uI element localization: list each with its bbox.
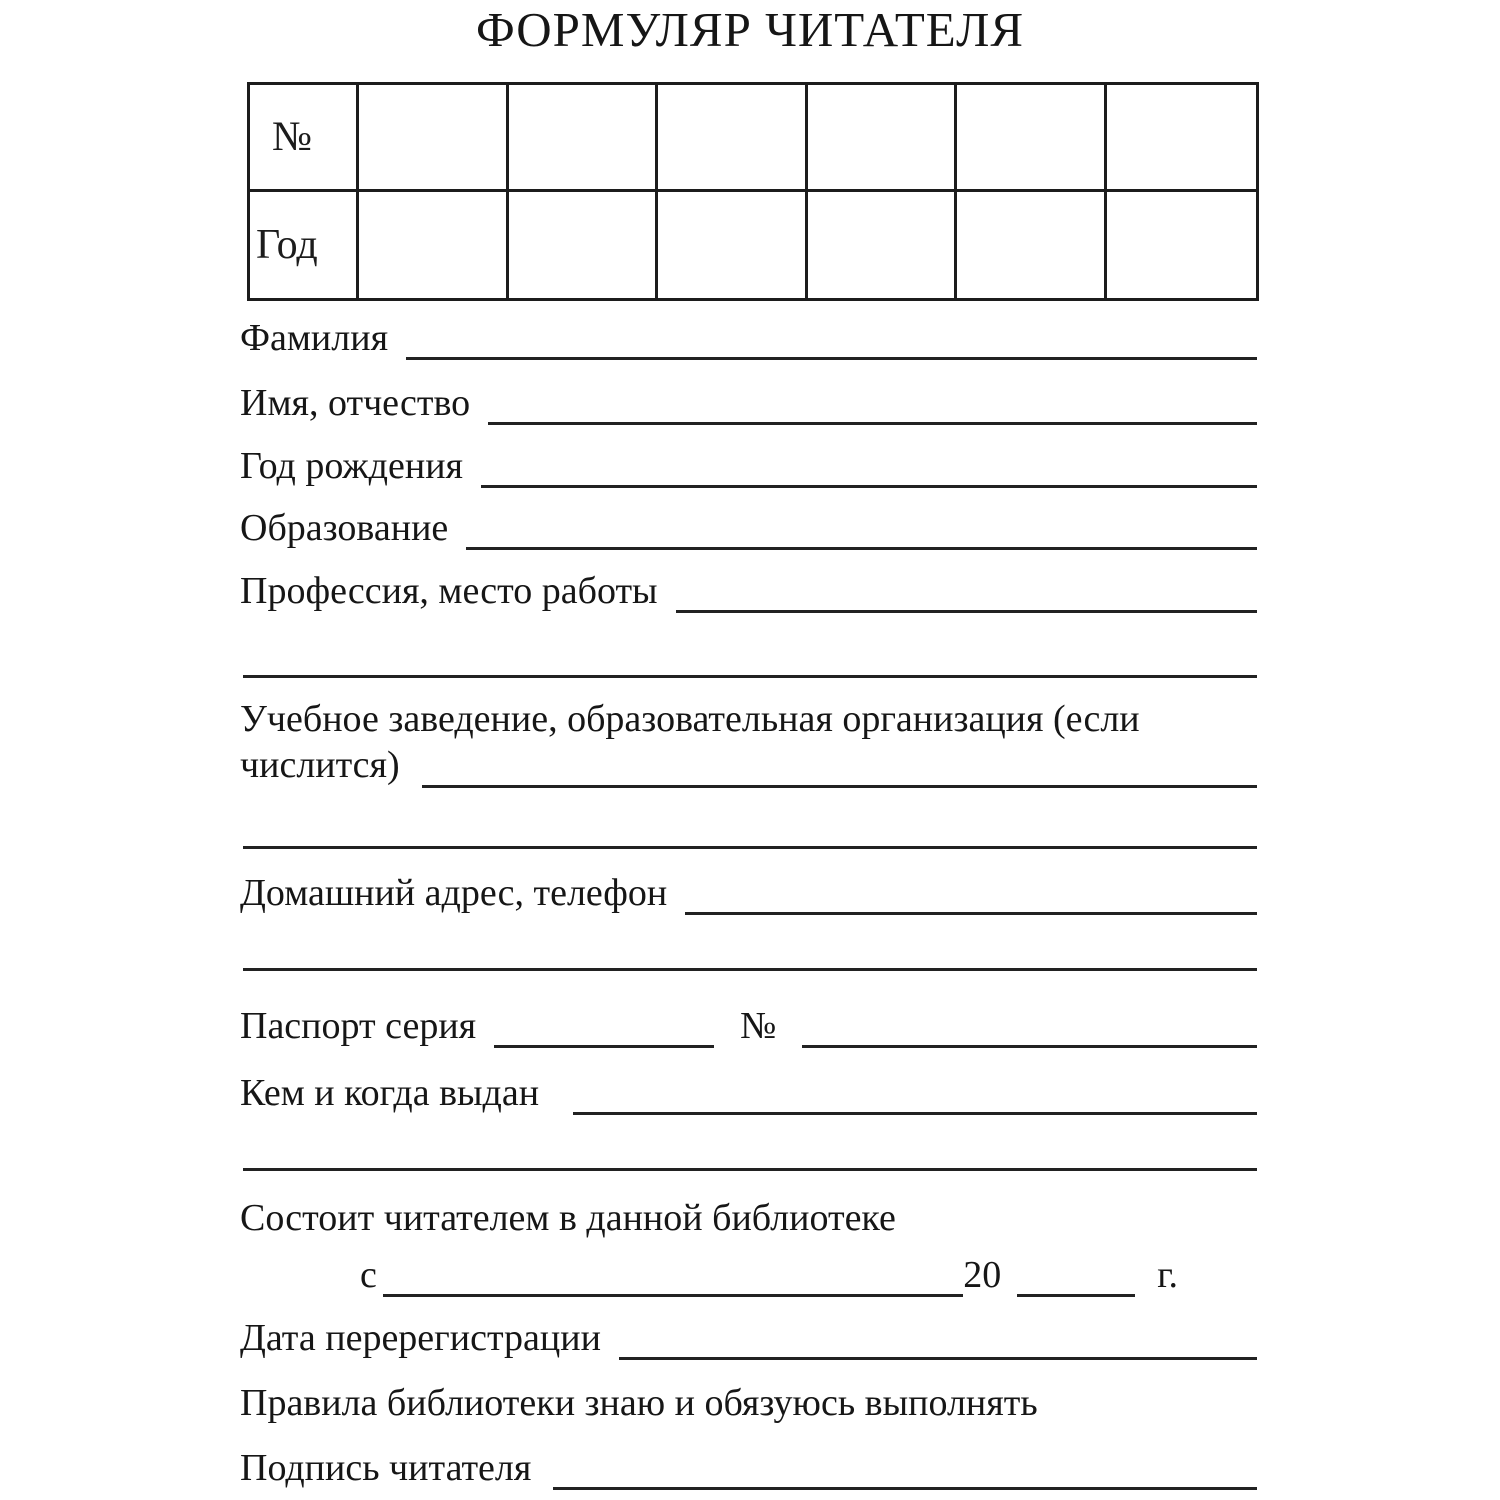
field-surname xyxy=(240,316,1257,360)
institution-label-line2: числится) xyxy=(240,744,400,786)
reregistration-label: Дата перерегистрации xyxy=(240,1317,601,1359)
rules-acknowledgement-label: Правила библиотеки знаю и обязуюсь выполнять xyxy=(240,1382,1038,1424)
field-reader-signature xyxy=(240,1446,1257,1490)
field-home-address xyxy=(240,871,1257,915)
passport-series-write-line xyxy=(494,1004,714,1048)
name-patronymic-label: Имя, отчество xyxy=(240,382,471,424)
table-empty-cell xyxy=(957,192,1107,299)
table-empty-cell xyxy=(658,192,808,299)
passport-number-sign: № xyxy=(740,1005,777,1047)
table-year-row-label xyxy=(250,192,359,299)
number-sign: № xyxy=(272,113,313,160)
field-name-patronymic xyxy=(240,381,1257,425)
since-prefix: с xyxy=(360,1254,377,1296)
surname-write-line xyxy=(406,316,1257,360)
passport-number-write-line xyxy=(802,1004,1257,1048)
since-date-write-line xyxy=(383,1253,963,1297)
page-title: ФОРМУЛЯР ЧИТАТЕЛЯ xyxy=(475,2,1025,57)
birth-year-write-line xyxy=(481,444,1257,488)
table-empty-cell xyxy=(808,192,958,299)
registration-table xyxy=(247,82,1259,301)
field-reregistration xyxy=(240,1316,1257,1360)
field-profession xyxy=(240,569,1257,613)
table-empty-cell xyxy=(359,85,509,192)
name-patronymic-write-line xyxy=(488,381,1257,425)
table-empty-cell xyxy=(1107,192,1257,299)
profession-label: Профессия, место работы xyxy=(240,570,658,612)
passport-series-label: Паспорт серия xyxy=(240,1005,477,1047)
field-membership-since xyxy=(360,1253,1178,1297)
field-education xyxy=(240,506,1257,550)
institution-continuation-line xyxy=(243,846,1257,849)
table-empty-cell xyxy=(1107,85,1257,192)
institution-write-line xyxy=(422,742,1257,788)
institution-label-line1: Учебное заведение, образовательная организация (если xyxy=(240,698,1140,740)
surname-label: Фамилия xyxy=(240,317,389,359)
membership-statement-label: Состоит читателем в данной библиотеке xyxy=(240,1197,896,1239)
reregistration-write-line xyxy=(619,1316,1257,1360)
reader-signature-label: Подпись читателя xyxy=(240,1447,532,1489)
reader-signature-write-line xyxy=(553,1446,1257,1490)
passport-issued-label: Кем и когда выдан xyxy=(240,1072,540,1114)
passport-issued-write-line xyxy=(573,1071,1257,1115)
since-year-suffix: г. xyxy=(1157,1254,1178,1296)
membership-statement xyxy=(240,1196,1257,1240)
table-empty-cell xyxy=(957,85,1107,192)
since-year-write-line xyxy=(1017,1253,1135,1297)
home-address-continuation-line xyxy=(243,968,1257,971)
profession-write-line xyxy=(676,569,1257,613)
field-institution xyxy=(240,696,1257,788)
field-passport-issued xyxy=(240,1071,1257,1115)
home-address-label: Домашний адрес, телефон xyxy=(240,872,668,914)
field-passport xyxy=(240,1004,1257,1048)
table-empty-cell xyxy=(808,85,958,192)
field-birth-year xyxy=(240,444,1257,488)
table-empty-cell xyxy=(509,192,659,299)
education-write-line xyxy=(466,506,1257,550)
table-number-row-label xyxy=(250,85,359,192)
table-empty-cell xyxy=(658,85,808,192)
birth-year-label: Год рождения xyxy=(240,445,464,487)
table-empty-cell xyxy=(509,85,659,192)
home-address-write-line xyxy=(685,871,1257,915)
rules-acknowledgement xyxy=(240,1381,1257,1425)
since-century: 20 xyxy=(963,1254,1002,1296)
year-label: Год xyxy=(256,221,318,268)
table-empty-cell xyxy=(359,192,509,299)
education-label: Образование xyxy=(240,507,449,549)
profession-continuation-line xyxy=(243,675,1257,678)
passport-issued-continuation-line xyxy=(243,1168,1257,1171)
